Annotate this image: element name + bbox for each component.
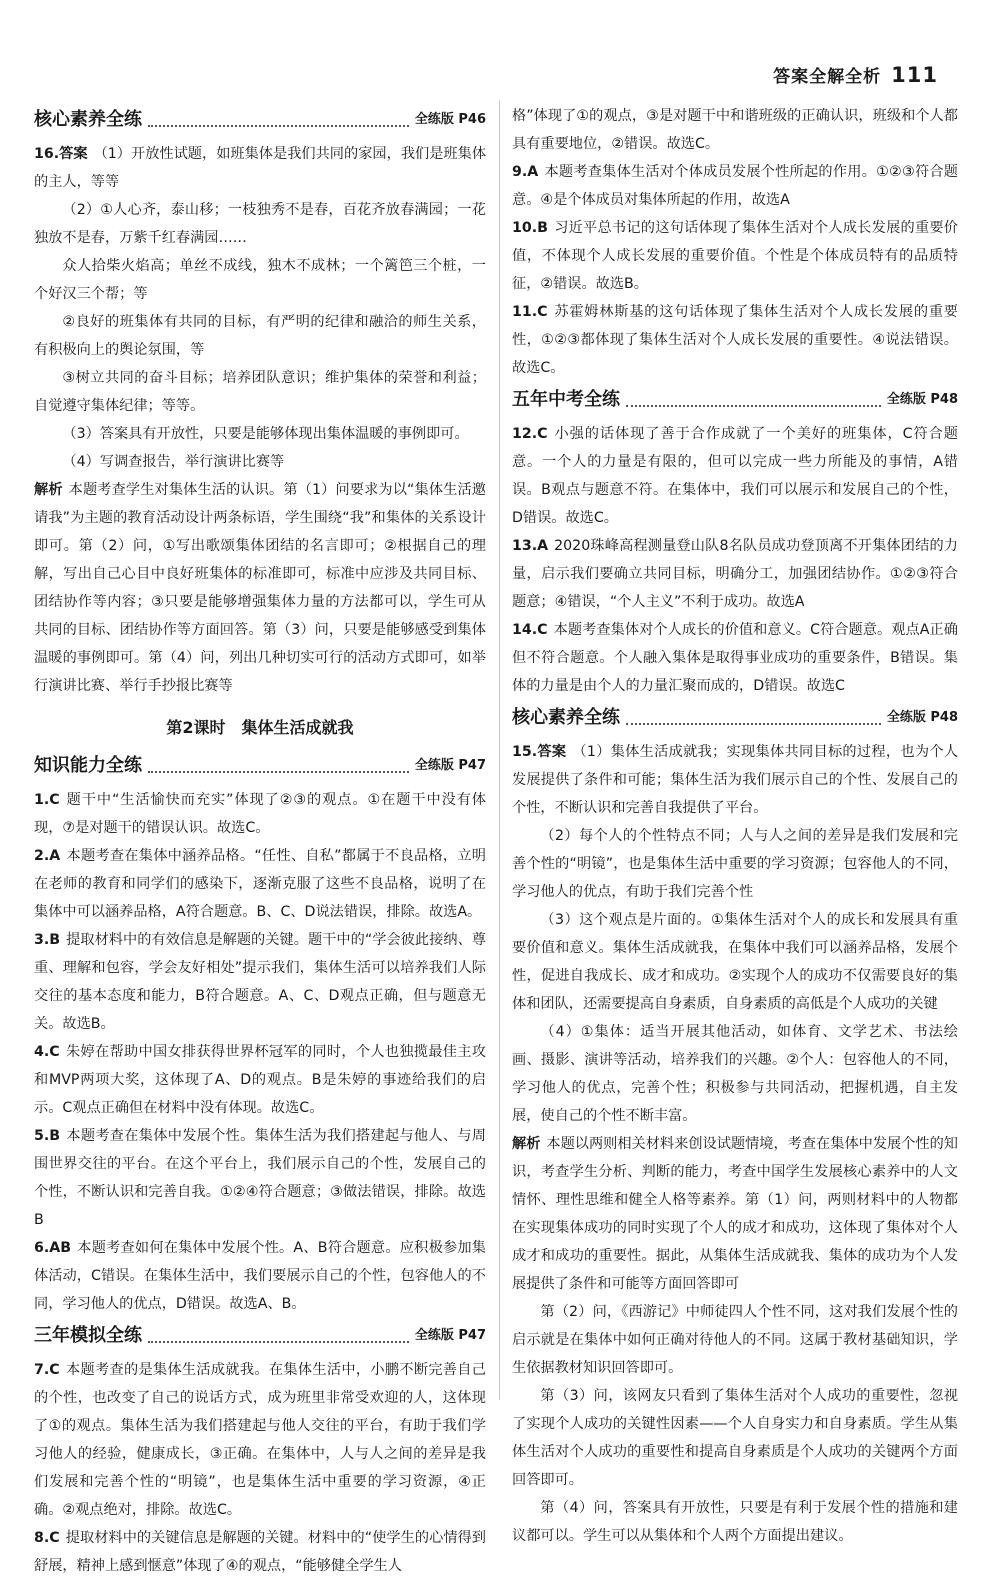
answer-8: 8.C 提取材料中的关键信息是解题的关键。材料中的“使学生的心情得到舒展，精神上感到惬意”体现了④的观点，“能够健全学生人 xyxy=(34,1530,486,1574)
answer-7: 7.C 本题考查的是集体生活成就我。在集体生活中，小鹏不断完善自己的个性，也改变了自己的说话方式，成为班里非常受欢迎的人，这体现了①的观点。集体生活为我们搭建起与他人交往的平台，有助于我们学习他人的经验，健康成长，③正确。在集体中，人与人之间的差异是我们发展和完善个性的“明镜”，也是集体生活中重要的学习资源，④正确。②观点绝对，排除。故选C。 xyxy=(34,1362,486,1518)
lesson-title: 第2课时 集体生活成就我 xyxy=(166,718,354,737)
answer-3: 3.B 提取材料中的有效信息是解题的关键。题干中的“学会彼此接纳、尊重、理解和包容，学会友好相处”提示我们，集体生活可以培养我们人际交往的基本态度和能力，B符合题意。A、C、D观点正确，但与题意无关。故选B。 xyxy=(34,932,486,1032)
answer-14: 14.C 本题考查集体对个人成长的价值和意义。C符合题意。观点A正确但不符合题意。个人融入集体是取得事业成功的重要条件，B错误。集体的力量是由个人的力量汇聚而成的，D错误。故选C xyxy=(512,622,958,694)
section-title: 五年中考全练 xyxy=(512,389,620,410)
answer-16: 16.答案 （1）开放性试题，如班集体是我们共同的家园，我们是班集体的主人，等等 xyxy=(34,146,487,190)
analysis-15: 解析 本题以两则相关材料来创设试题情境，考查在集体中发展个性的知识，考查学生分析、判断的能力，考查中国学生发展核心素养中的人文情怀、理性思维和健全人格等素养。第（1）问，两则材料中的人物都在实现集体成功的同时实现了个人的成才和成功，这体现了集体对个人成才和成功的重要性。据此，从集体生活成就我、集体的成功为个人发展提供了条件和可能等方面回答即可 xyxy=(512,1136,958,1292)
answer-16-part4: （4）写调查报告，举行演讲比赛等 xyxy=(62,454,285,470)
answer-10: 10.B 习近平总书记的这句话体现了集体生活对个人成长发展的重要价值，不体现个人成长发展的重要价值。个性是个体成员特有的品质特征，②错误。故选B。 xyxy=(512,220,958,292)
section-edition: 全练版 P48 xyxy=(886,710,958,725)
page-header xyxy=(773,62,938,87)
section-title: 核心素养全练 xyxy=(512,707,620,728)
answer-15: 15.答案 （1）集体生活成就我；实现集体共同目标的过程，也为个人发展提供了条件和可能；集体生活为我们展示自己的个性、发展自己的个性，不断认识和完善自我提供了平台。 xyxy=(512,744,959,816)
header-title: 答案全解全析 xyxy=(773,67,882,87)
answer-2: 2.A 本题考查在集体中涵养品格。“任性、自私”都属于不良品格，立明在老师的教育和同学们的感染下，逐渐克服了这些不良品格，说明了在集体中可以涵养品格，A符合题意。B、C、D说法错误，排除。故选A。 xyxy=(34,848,486,920)
answer-16-part2: （2）①人心齐，泰山移；一枝独秀不是春，百花齐放春满园；一花独放不是春，万紫千红春满园…… xyxy=(34,202,486,246)
section-header-three-year xyxy=(34,1320,486,1352)
answer-16-part3: （3）答案具有开放性，只要是能够体现出集体温暖的事例即可。 xyxy=(62,426,469,442)
column-divider xyxy=(499,100,500,1400)
section-title: 知识能力全练 xyxy=(34,755,142,776)
section-header-core-literacy-2 xyxy=(512,702,958,734)
section-edition: 全练版 P47 xyxy=(414,1328,486,1343)
section-title: 核心素养全练 xyxy=(34,109,142,130)
analysis-15-part2: 第（2）问，《西游记》中师徒四人个性不同，这对我们发展个性的启示就是在集体中如何正确对待他人的不同。这属于教材基础知识，学生依据教材知识回答即可。 xyxy=(512,1304,958,1376)
right-column xyxy=(512,102,958,1550)
section-header-knowledge xyxy=(34,750,486,782)
analysis-15-part4: 第（4）问，答案具有开放性，只要是有利于发展个性的措施和建议都可以。学生可以从集体和个人两个方面提出建议。 xyxy=(512,1500,958,1544)
section-edition: 全练版 P48 xyxy=(886,392,958,407)
answer-16-part2-2: ②良好的班集体有共同的目标，有严明的纪律和融洽的师生关系，有积极向上的舆论氛围，等 xyxy=(34,314,486,358)
answer-12: 12.C 小强的话体现了善于合作成就了一个美好的班集体，C符合题意。一个人的力量是有限的，但可以完成一些力所能及的事情，A错误。B观点与题意不符。在集体中，我们可以展示和发展自己的个性，D错误。故选C。 xyxy=(512,426,958,526)
section-edition: 全练版 P46 xyxy=(414,112,486,127)
section-title: 三年模拟全练 xyxy=(34,1325,142,1346)
answer-6: 6.AB 本题考查如何在集体中发展个性。A、B符合题意。应积极参加集体活动，C错误。在集体生活中，我们要展示自己的个性，包容他人的不同，学习他人的优点，D错误。故选A、B。 xyxy=(34,1240,486,1312)
section-edition: 全练版 P47 xyxy=(414,758,486,773)
answer-11: 11.C 苏霍姆林斯基的这句话体现了集体生活对个人成长发展的重要性，①②③都体现了集体生活对个人成长发展的重要性。④说法错误。故选C。 xyxy=(512,304,958,376)
answer-8-continued: 格”体现了①的观点，③是对题干中和谐班级的正确认识，班级和个人都具有重要地位，②错误。故选C。 xyxy=(512,108,958,152)
answer-4: 4.C 朱婷在帮助中国女排获得世界杯冠军的同时，个人也独揽最佳主攻和MVP两项大奖，这体现了A、D的观点。B是朱婷的事迹给我们的启示。C观点正确但在材料中没有体现。故选C。 xyxy=(34,1044,486,1116)
answer-5: 5.B 本题考查在集体中发展个性。集体生活为我们搭建起与他人、与周围世界交往的平台。在这个平台上，我们展示自己的个性，发展自己的个性，不断认识和完善自我。①②④符合题意；③做法错误，排除。故选B xyxy=(34,1128,486,1228)
answer-15-part4: （4）①集体：适当开展其他活动，如体育、文学艺术、书法绘画、摄影、演讲等活动，培养我们的兴趣。②个人：包容他人的不同，学习他人的优点，完善个性；积极参与共同活动，把握机遇，自主发展，使自己的个性不断丰富。 xyxy=(512,1024,958,1124)
answer-13: 13.A 2020珠峰高程测量登山队8名队员成功登顶离不开集体团结的力量，启示我们要确立共同目标，明确分工，加强团结协作。①②③符合题意；④错误，“个人主义”不利于成功。故选A xyxy=(512,538,958,610)
answer-9: 9.A 本题考查集体生活对个体成员发展个性所起的作用。①②③符合题意。④是个体成员对集体所起的作用，故选A xyxy=(512,164,958,208)
page-number: 111 xyxy=(891,63,938,87)
answer-15-part2: （2）每个人的个性特点不同；人与人之间的差异是我们发展和完善个性的“明镜”，也是集体生活中重要的学习资源；包容他人的不同，学习他人的优点，有助于我们完善个性 xyxy=(512,828,958,900)
answer-15-part3: （3）这个观点是片面的。①集体生活对个人的成长和发展具有重要价值和意义。集体生活成就我，在集体中我们可以涵养品格，发展个性，促进自我成长、成才和成功。②实现个人的成功不仅需要良好的集体和团队，还需要提高自身素质，自身素质的高低是个人成功的关键 xyxy=(512,912,958,1012)
section-header-core-literacy xyxy=(34,104,486,136)
analysis-15-part3: 第（3）问，该网友只看到了集体生活对个人成功的重要性，忽视了实现个人成功的关键性因素——个人自身实力和自身素质。学生从集体生活对个人成功的重要性和提高自身素质是个人成功的关键两个方面回答即可。 xyxy=(512,1388,958,1488)
left-column xyxy=(34,102,486,1580)
answer-1: 1.C 题干中“生活愉快而充实”体现了②③的观点。①在题干中没有体现，⑦是对题干的错误认识。故选C。 xyxy=(34,792,486,836)
answer-16-part2b: 众人拾柴火焰高；单丝不成线，独木不成林；一个篱笆三个桩，一个好汉三个帮；等 xyxy=(34,258,486,302)
section-header-five-year xyxy=(512,384,958,416)
answer-16-part2-3: ③树立共同的奋斗目标；培养团队意识；维护集体的荣誉和利益；自觉遵守集体纪律；等等。 xyxy=(34,370,486,414)
analysis-16: 解析 本题考查学生对集体生活的认识。第（1）问要求为以“集体生活邀请我”为主题的教育活动设计两条标语，学生围绕“我”和集体的关系设计即可。第（2）问，①写出歌颂集体团结的名言即可；②根据自己的理解，写出自己心目中良好班集体的标准即可，标准中应涉及共同目标、团结协作等内容；③只要是能够增强集体力量的方法都可以，学生可从共同的目标、团结协作等方面回答。第（3）问，只要是能够感受到集体温暖的事例即可。第（4）问，列出几种切实可行的活动方式即可，如举行演讲比赛、举行手抄报比赛等 xyxy=(34,482,486,694)
